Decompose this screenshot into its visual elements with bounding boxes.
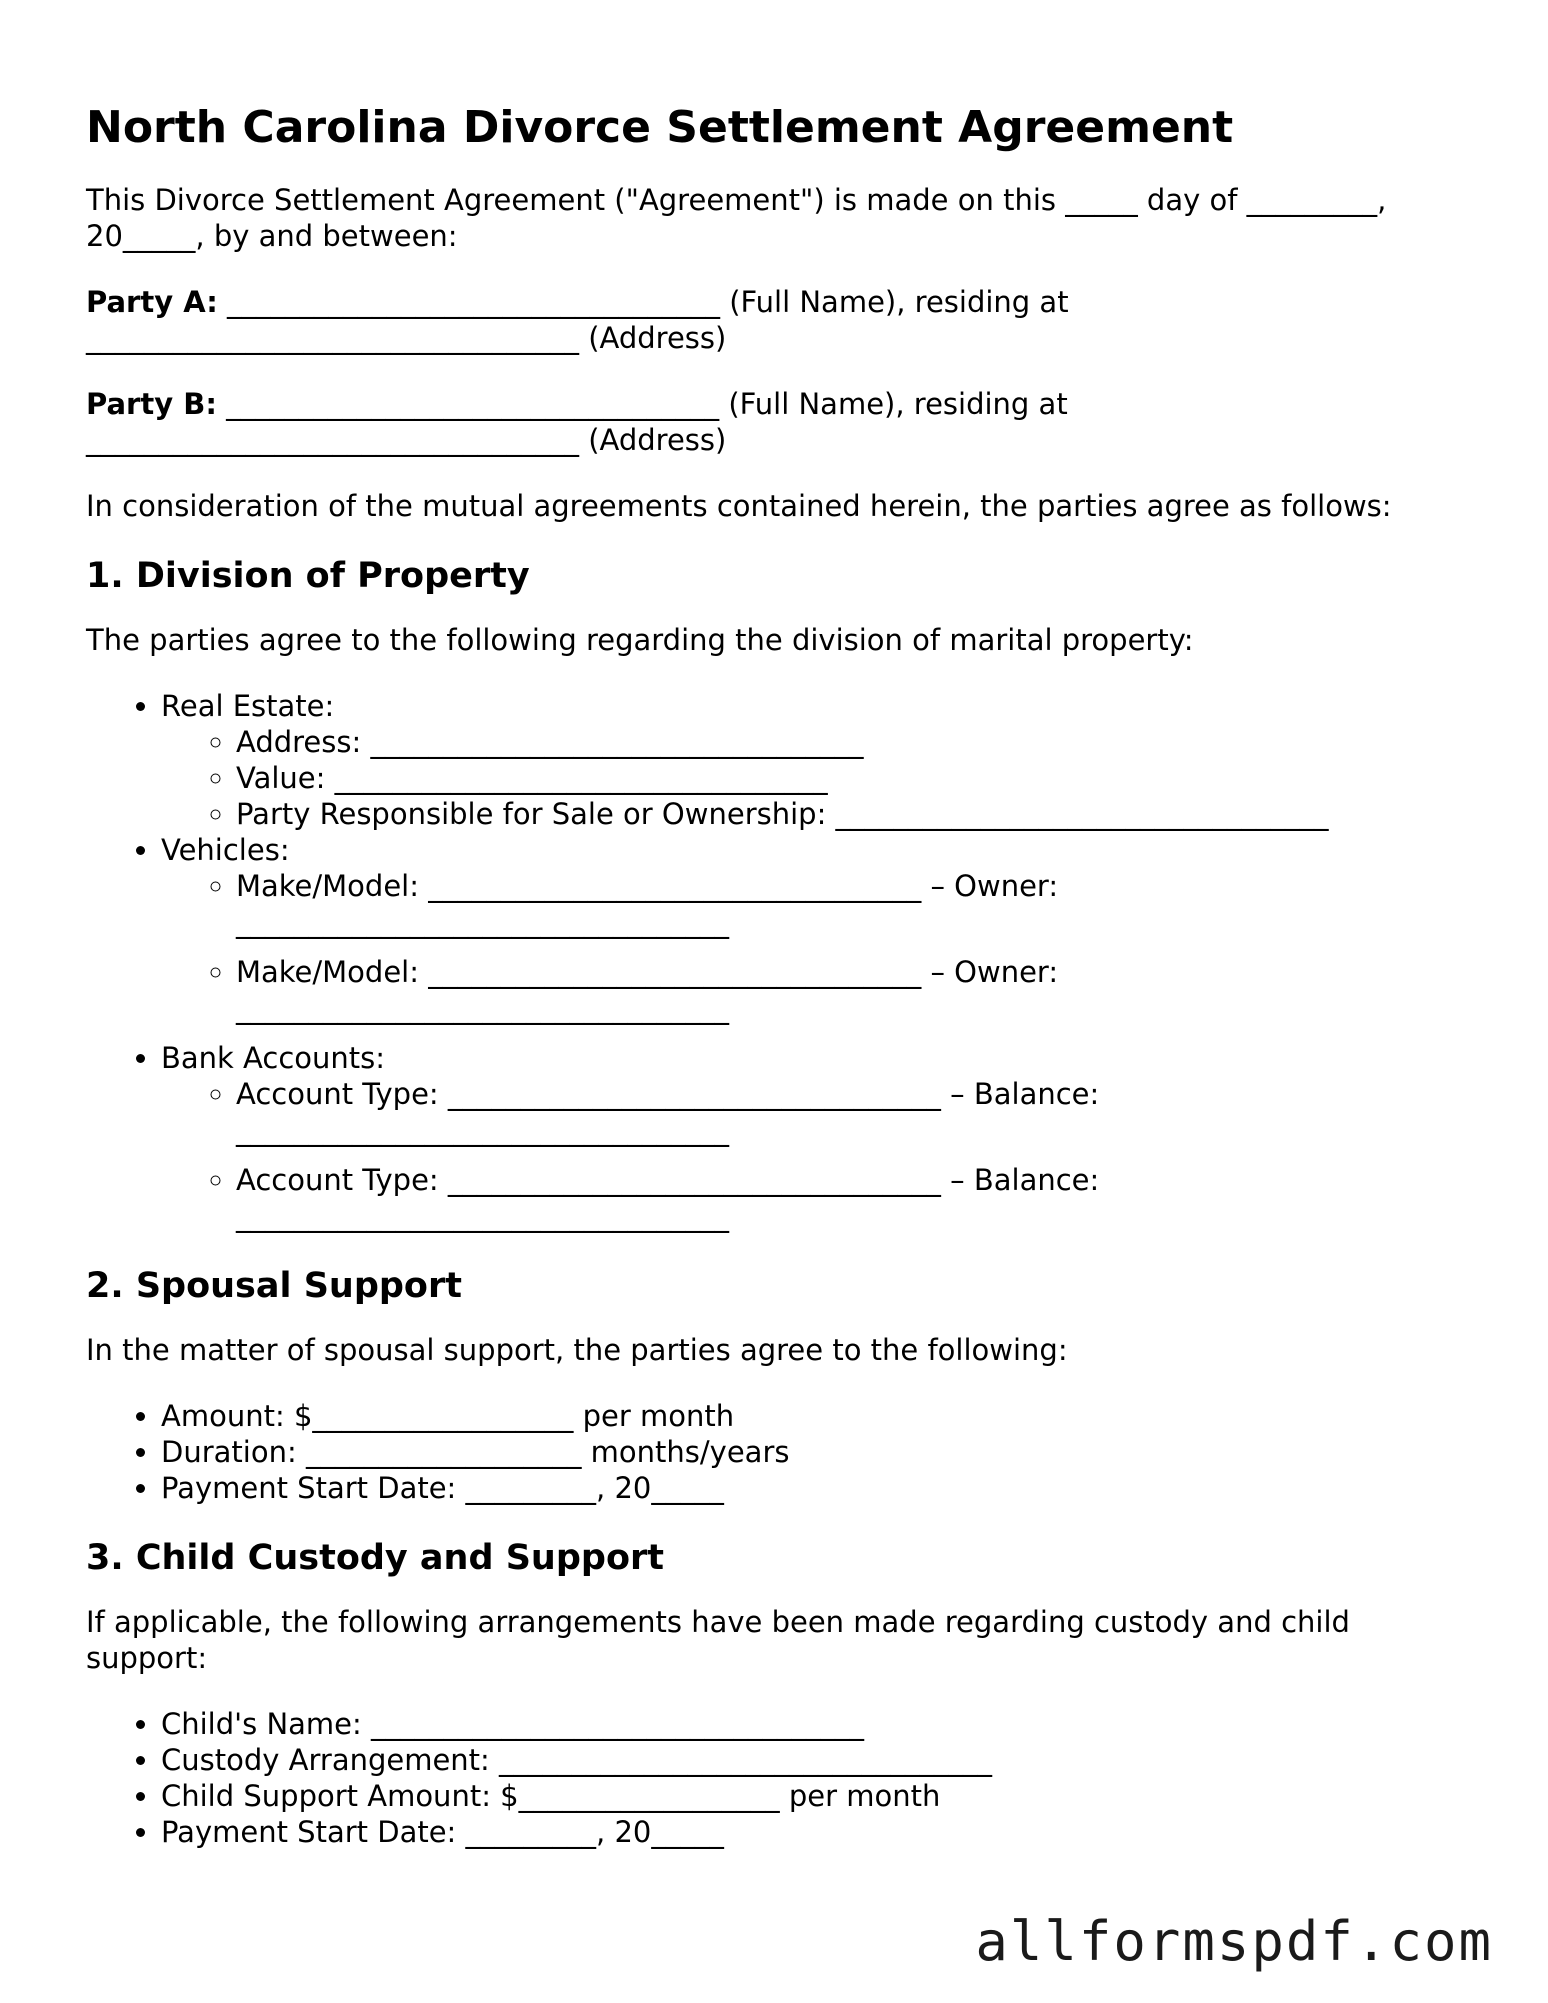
list-item — [236, 868, 1466, 954]
vehicle-line: ◦ Make/Model: __________________________________ – Owner: — [236, 869, 1059, 903]
section-heading-property: 1. Division of Property — [86, 556, 530, 596]
list-item: ◦ Address: __________________________________ — [236, 724, 1466, 760]
party-b-text: __________________________________ (Full Name), residing at __________________________________ (Address) — [86, 387, 1068, 457]
list-item-bank-accounts — [161, 1040, 1466, 1234]
section-heading-custody: 3. Child Custody and Support — [86, 1538, 664, 1578]
intro-paragraph: This Divorce Settlement Agreement ("Agreement") is made on this _____ day of _________, 20_____, by and between: — [86, 183, 1387, 253]
real-estate-label: Real Estate: — [161, 689, 335, 723]
vehicles-label: Vehicles: — [161, 833, 290, 867]
custody-list — [86, 1706, 1466, 1850]
document-title: North Carolina Divorce Settlement Agreement — [86, 102, 1234, 153]
list-item — [236, 1076, 1466, 1162]
balance-line: __________________________________ — [236, 1199, 729, 1233]
list-item: • Payment Start Date: _________, 20_____ — [161, 1814, 1466, 1850]
account-line: ◦ Account Type: __________________________________ – Balance: — [236, 1163, 1100, 1197]
vehicle-line: ◦ Make/Model: __________________________________ – Owner: — [236, 955, 1059, 989]
vehicle-owner-line: __________________________________ — [236, 991, 729, 1025]
list-item: ◦ Value: __________________________________ — [236, 760, 1466, 796]
custody-intro: If applicable, the following arrangements have been made regarding custody and child support: — [86, 1605, 1350, 1675]
list-item: • Duration: ___________________ months/years — [161, 1434, 1466, 1470]
list-item: • Child's Name: __________________________________ — [161, 1706, 1466, 1742]
document-page — [86, 100, 1466, 1880]
consideration-paragraph: In consideration of the mutual agreements contained herein, the parties agree as follows: — [86, 489, 1392, 523]
section-heading-spousal: 2. Spousal Support — [86, 1266, 462, 1306]
bank-sublist — [161, 1076, 1466, 1234]
balance-line: __________________________________ — [236, 1113, 729, 1147]
party-a-paragraph — [86, 284, 1466, 356]
party-b-label: Party B: — [86, 387, 217, 421]
property-intro: The parties agree to the following regarding the division of marital property: — [86, 623, 1194, 657]
party-a-text: __________________________________ (Full Name), residing at __________________________________ (Address) — [86, 285, 1069, 355]
party-b-paragraph — [86, 386, 1466, 458]
party-a-label: Party A: — [86, 285, 218, 319]
vehicle-owner-line: __________________________________ — [236, 905, 729, 939]
real-estate-sublist — [161, 724, 1466, 832]
list-item: • Child Support Amount: $__________________ per month — [161, 1778, 1466, 1814]
list-item — [236, 954, 1466, 1040]
list-item-vehicles — [161, 832, 1466, 1040]
list-item: • Custody Arrangement: __________________________________ — [161, 1742, 1466, 1778]
spousal-list — [86, 1398, 1466, 1506]
property-list — [86, 688, 1466, 1234]
account-line: ◦ Account Type: __________________________________ – Balance: — [236, 1077, 1100, 1111]
list-item — [236, 1162, 1466, 1234]
watermark-text: allformspdf.com — [975, 1910, 1493, 1973]
list-item: ◦ Party Responsible for Sale or Ownership: __________________________________ — [236, 796, 1466, 832]
list-item-real-estate — [161, 688, 1466, 832]
list-item: • Amount: $__________________ per month — [161, 1398, 1466, 1434]
bank-accounts-label: Bank Accounts: — [161, 1041, 386, 1075]
vehicles-sublist — [161, 868, 1466, 1040]
list-item: • Payment Start Date: _________, 20_____ — [161, 1470, 1466, 1506]
spousal-intro: In the matter of spousal support, the parties agree to the following: — [86, 1333, 1068, 1367]
